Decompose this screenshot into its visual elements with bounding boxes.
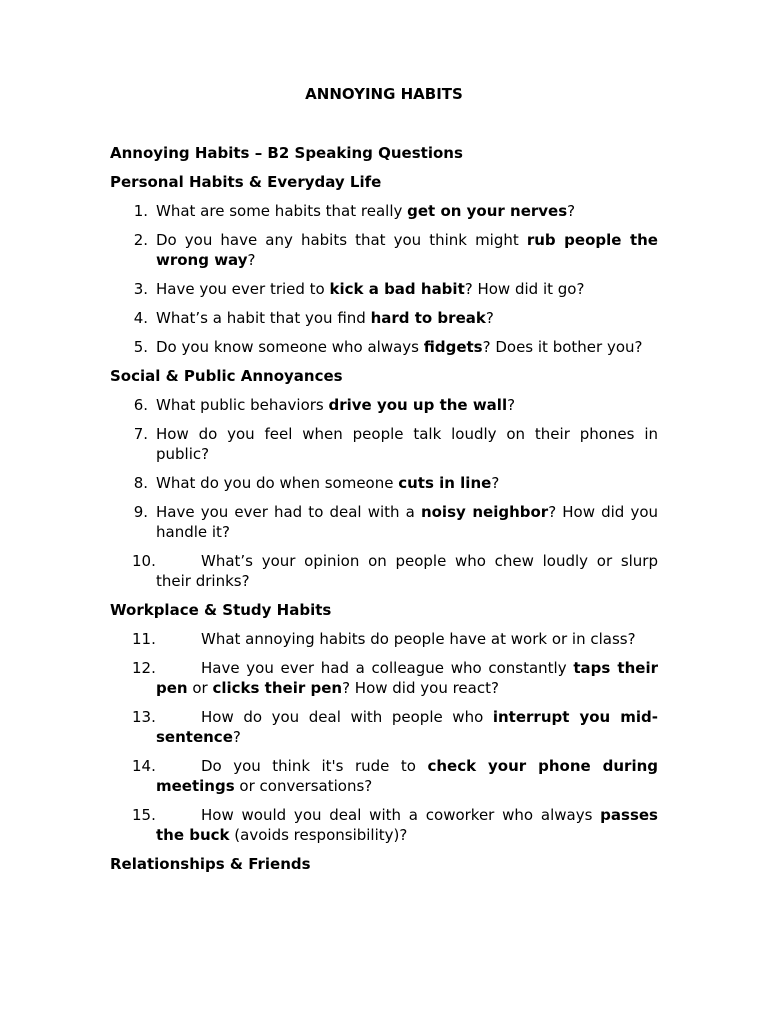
- question-item: [110, 629, 658, 649]
- question-item: [110, 805, 658, 845]
- question-number: 13.: [132, 708, 156, 726]
- question-text: How do you deal with people who: [201, 708, 493, 726]
- question-text: ?: [232, 728, 241, 746]
- bold-phrase: rub people the wrong way: [156, 231, 658, 269]
- bold-phrase: clicks their pen: [212, 679, 343, 697]
- question-text: ? Does it bother you?: [482, 338, 643, 356]
- bold-phrase: passes the buck: [156, 806, 658, 844]
- bold-phrase: hard to break: [370, 309, 486, 327]
- section-heading: Personal Habits & Everyday Life: [110, 173, 382, 191]
- question-text: or: [187, 679, 213, 697]
- question-text: ?: [491, 474, 500, 492]
- question-text: How would you deal with a coworker who always: [201, 806, 601, 824]
- question-number: 7.: [133, 425, 148, 443]
- question-number: 8.: [133, 474, 148, 492]
- question-text: Have you ever had a colleague who constantly: [201, 659, 574, 677]
- question-number: 1.: [133, 202, 148, 220]
- question-text: Have you ever tried to: [156, 280, 330, 298]
- question-number: 6.: [133, 396, 148, 414]
- section-heading: Relationships & Friends: [110, 855, 311, 873]
- question-item: [110, 551, 658, 591]
- question-item: [110, 424, 658, 464]
- question-item: [110, 502, 658, 542]
- question-text: What do you do when someone: [156, 474, 399, 492]
- question-text: ?: [507, 396, 516, 414]
- bold-phrase: interrupt you mid-sentence: [156, 708, 658, 746]
- bold-phrase: noisy neighbor: [420, 503, 549, 521]
- question-text: Do you think it's rude to: [201, 757, 428, 775]
- question-number: 15.: [132, 806, 156, 824]
- question-text: What annoying habits do people have at work or in class?: [201, 630, 636, 648]
- question-text: What are some habits that really: [156, 202, 408, 220]
- bold-phrase: kick a bad habit: [329, 280, 465, 298]
- question-number: 10.: [132, 552, 156, 570]
- question-text: ? How did you react?: [342, 679, 499, 697]
- question-list: [110, 395, 658, 591]
- question-item: [110, 395, 658, 415]
- question-text: ?: [247, 251, 256, 269]
- question-item: [110, 707, 658, 747]
- question-item: [110, 308, 658, 328]
- question-text: ?: [485, 309, 494, 327]
- question-text: What’s your opinion on people who chew loudly or slurp their drinks?: [156, 552, 658, 590]
- question-item: [110, 337, 658, 357]
- question-item: [110, 230, 658, 270]
- question-number: 14.: [132, 757, 156, 775]
- question-item: [110, 473, 658, 493]
- bold-phrase: check your phone during meetings: [156, 757, 658, 795]
- document-body: [110, 143, 658, 883]
- question-list: [110, 629, 658, 845]
- question-number: 3.: [133, 280, 148, 298]
- question-text: What public behaviors: [156, 396, 329, 414]
- question-number: 4.: [133, 309, 148, 327]
- question-number: 9.: [133, 503, 148, 521]
- question-text: or conversations?: [234, 777, 373, 795]
- question-text: Have you ever had to deal with a: [156, 503, 421, 521]
- section-heading: Workplace & Study Habits: [110, 601, 332, 619]
- question-list: [110, 201, 658, 357]
- question-number: 11.: [132, 630, 156, 648]
- question-item: [110, 279, 658, 299]
- question-number: 2.: [133, 231, 148, 249]
- question-item: [110, 658, 658, 698]
- question-text: Do you have any habits that you think might: [156, 231, 527, 249]
- question-number: 5.: [133, 338, 148, 356]
- bold-phrase: fidgets: [423, 338, 483, 356]
- question-text: ? How did it go?: [464, 280, 585, 298]
- question-text: ? How did you handle it?: [156, 503, 659, 541]
- question-number: 12.: [132, 659, 156, 677]
- question-text: ?: [567, 202, 576, 220]
- bold-phrase: drive you up the wall: [328, 396, 508, 414]
- bold-phrase: cuts in line: [398, 474, 492, 492]
- question-item: [110, 756, 658, 796]
- question-item: [110, 201, 658, 221]
- question-text: (avoids responsibility)?: [229, 826, 408, 844]
- document-subtitle: Annoying Habits – B2 Speaking Questions: [110, 144, 463, 162]
- section-heading: Social & Public Annoyances: [110, 367, 343, 385]
- question-text: What’s a habit that you find: [156, 309, 371, 327]
- question-text: Do you know someone who always: [156, 338, 424, 356]
- bold-phrase: taps their pen: [156, 659, 658, 697]
- bold-phrase: get on your nerves: [407, 202, 568, 220]
- question-text: How do you feel when people talk loudly on their phones in public?: [156, 425, 658, 463]
- document-title: ANNOYING HABITS: [305, 85, 463, 103]
